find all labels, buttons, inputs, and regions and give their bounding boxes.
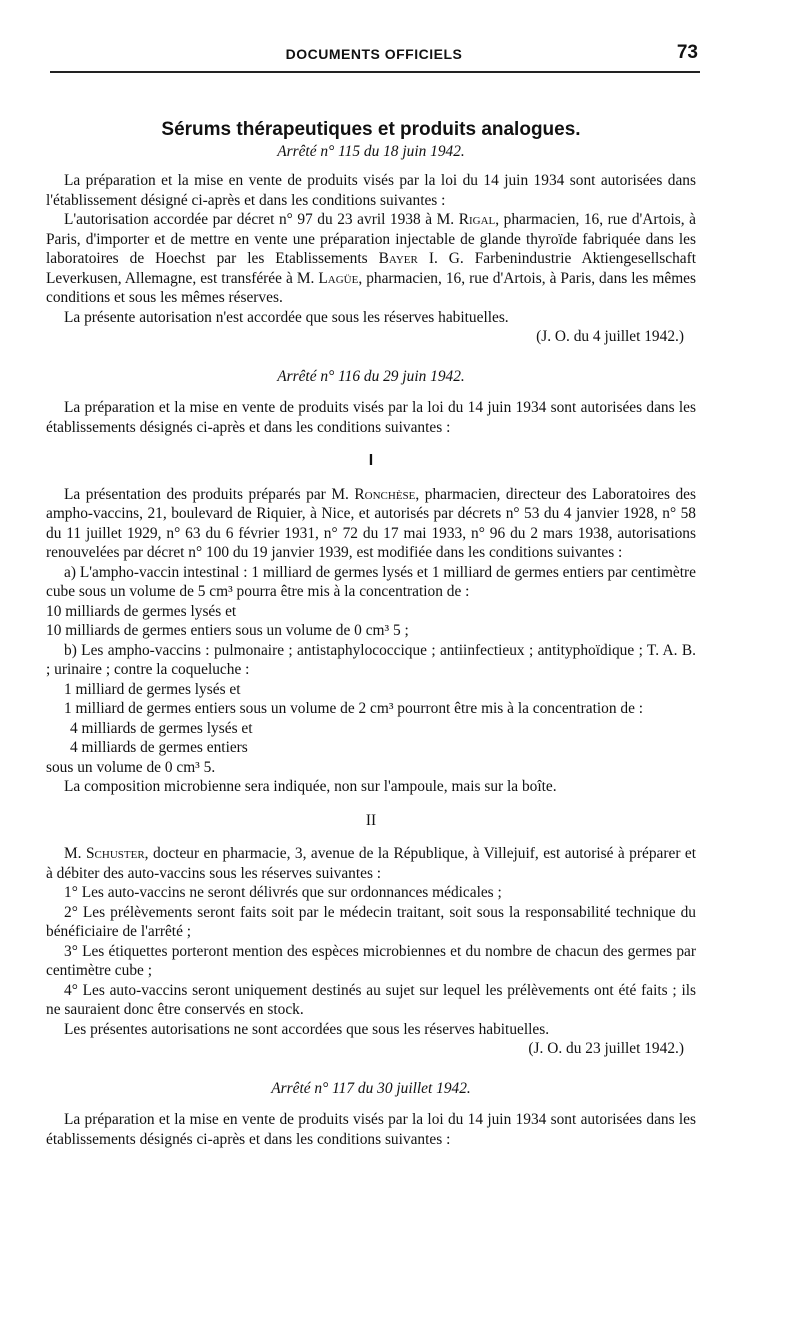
- arrete-115-heading: Arrêté n° 115 du 18 juin 1942.: [277, 142, 465, 160]
- item-b-line: 4 milliards de germes entiers: [70, 739, 248, 756]
- section-title: Sérums thérapeutiques et produits analogues.: [161, 119, 581, 140]
- item-b-line: 4 milliards de germes lysés et: [70, 719, 253, 737]
- section-roman-ii: II: [365, 811, 377, 829]
- person-name: Lagüe: [318, 269, 359, 287]
- person-name: Rigal: [458, 211, 496, 228]
- composition-note: La composition microbienne sera indiquée, non sur l'ampoule, mais sur la boîte.: [64, 778, 557, 795]
- reserve-item: 1° Les auto-vaccins ne seront délivrés que sur ordonnances médicales ;: [64, 884, 502, 901]
- arrete-116-reserve: Les présentes autorisations ne sont accordées que sous les réserves habituelles.: [64, 1020, 550, 1038]
- page-header: [48, 44, 700, 74]
- item-a: a) L'ampho-vaccin intestinal : 1 milliard de germes lysés et 1 milliard de germes entiers par centimètre cube sous un volume de 5 cm³ pourra être mis à la concentration de :: [46, 563, 696, 600]
- arrete-115-paragraph: L'autorisation accordée par décret n° 97 du 23 avril 1938 à M. Rigal, pharmacien, 16, rue d'Artois, à Paris, d'importer et de mettre en vente une préparation injectable de glande thyroïde fabriquée dans les laboratoires de Hoechst par les Etablissements Bayer I. G. Farbenindustrie Aktiengesellschaft Leverkusen, Allemagne, est transférée à M. Lagüe, pharmacien, 16, rue d'Artois, à Paris, dans les mêmes conditions et sous les mêmes réserves.: [46, 211, 697, 306]
- running-title: DOCUMENTS OFFICIELS: [285, 46, 463, 62]
- arrete-115-reserve: La présente autorisation n'est accordée que sous les réserves habituelles.: [64, 308, 509, 326]
- item-b-line: 1 milliard de germes lysés et: [64, 680, 241, 698]
- item-a-line: 10 milliards de germes entiers sous un volume de 0 cm³ 5 ;: [46, 622, 409, 639]
- arrete-117-heading: Arrêté n° 117 du 30 juillet 1942.: [271, 1079, 471, 1097]
- header-rule: [50, 71, 700, 73]
- reserve-item: 3° Les étiquettes porteront mention des espèces microbiennes et du nombre de chacun des germes par centimètre cube ;: [46, 942, 696, 979]
- section-roman-i: I: [368, 452, 374, 469]
- arrete-116-source: (J. O. du 23 juillet 1942.): [528, 1040, 684, 1057]
- company-name: Bayer: [378, 250, 418, 267]
- arrete-116-intro: La préparation et la mise en vente de produits visés par la loi du 14 juin 1934 sont autorisées dans les établissements désignés ci-après et dans les conditions suivantes :: [46, 399, 696, 436]
- item-b-line: 1 milliard de germes entiers sous un volume de 2 cm³ pourront être mis à la concentration de :: [64, 700, 644, 717]
- item-b: b) Les ampho-vaccins : pulmonaire ; antistaphylococcique ; antiinfectieux ; antityphoïdique ; T. A. B. ; urinaire ; contre la coqueluche :: [46, 641, 696, 678]
- arrete-117-intro: La préparation et la mise en vente de produits visés par la loi du 14 juin 1934 sont autorisées dans les établissements désignés ci-après et dans les conditions suivantes :: [46, 1111, 696, 1148]
- item-a-line: 10 milliards de germes lysés et: [46, 602, 237, 620]
- document-body: [46, 112, 696, 1149]
- person-name: Ronchèse: [354, 485, 416, 503]
- arrete-115-source: (J. O. du 4 juillet 1942.): [536, 328, 684, 345]
- arrete-115-intro: La préparation et la mise en vente de produits visés par la loi du 14 juin 1934 sont autorisées dans l'établissement désigné ci-après et dans les conditions suivantes :: [46, 172, 696, 209]
- arrete-116-heading: Arrêté n° 116 du 29 juin 1942.: [277, 367, 465, 385]
- section-i-paragraph: La présentation des produits préparés par M. Ronchèse, pharmacien, directeur des Laboratoires des ampho-vaccins, 21, boulevard de Riquier, à Nice, et autorisés par décrets n° 53 du 4 janvier 1928, n° 58 du 11 juillet 1929, n° 63 du 6 février 1931, n° 72 du 17 mai 1933, n° 96 du 2 mars 1938, autorisations renouvelées par décret n° 100 du 19 janvier 1939, est modifiée dans les conditions suivantes :: [46, 485, 696, 561]
- person-name: Schuster: [85, 845, 145, 862]
- reserve-item: 4° Les auto-vaccins seront uniquement destinés au sujet sur lequel les prélèvements ont été faits ; ils ne sauraient donc être conservés en stock.: [46, 981, 696, 1018]
- page-number: 73: [676, 42, 698, 63]
- reserve-item: 2° Les prélèvements seront faits soit par le médecin traitant, soit sous la responsabilité technique du bénéficiaire de l'arrêté ;: [46, 903, 696, 940]
- section-ii-paragraph: M. Schuster, docteur en pharmacie, 3, avenue de la République, à Villejuif, est autorisé à préparer et à débiter des auto-vaccins sous les réserves suivantes :: [46, 845, 696, 882]
- item-b-line: sous un volume de 0 cm³ 5.: [46, 758, 216, 776]
